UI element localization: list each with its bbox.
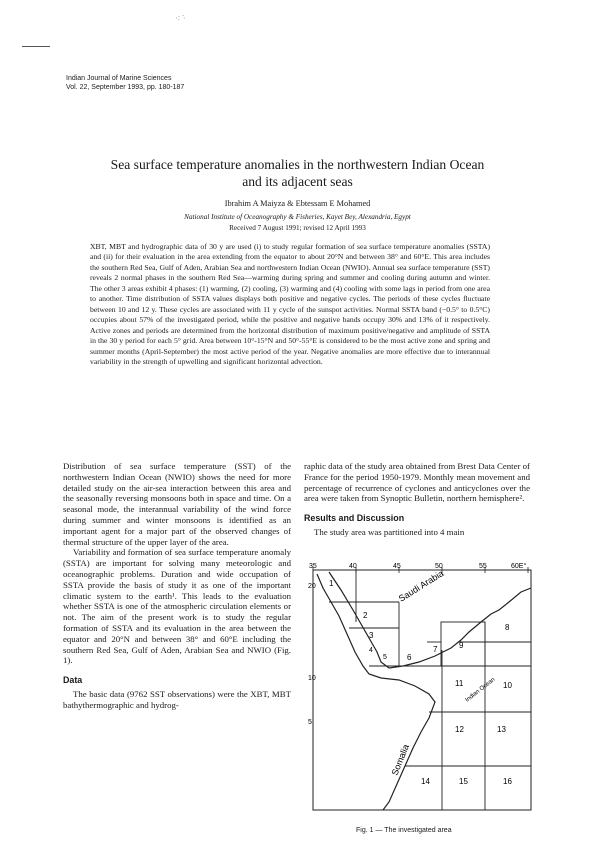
title-line-2: and its adjacent seas <box>242 174 353 189</box>
zone-number: 16 <box>503 777 512 786</box>
right-column <box>304 461 530 538</box>
lat-label: 5 <box>308 719 312 726</box>
zone-number: 2 <box>363 611 368 620</box>
abstract: XBT, MBT and hydrographic data of 30 y are used (i) to study regular formation of sea surface temperature anomalies (SSTA) and (ii) for their evaluation in the area extending from the equator to about 20°N and between 38° and 60°E. This area includes the southern Red Sea, Gulf of Aden, Arabian Sea and northwestern Indian Ocean (NWIO). Annual sea surface temperature (SST) reveals 2 normal phases in the southern Red Sea—warming during spring and summer and cooling during autumn and winter. The other 3 areas exhibit 4 phases: (1) warming, (2) cooling, (3) warming and (4) cooling with some lags in period from one area to another. Time distribution of SSTA values displays both positive and negative cycles. The periods of these cycles fluctuate between 10 and 12 y. These cycles are associated with 11 y cycle of the sunspot activities. Normal SSTA band (−0.5° to 0.5°C) occupies about 57% of the investigated period, while the positive and negative bands occupy 30% and 13% of it respectively. Active zones and periods are determined from the horizontal distribution of maximum positive/negative and amplitude of SSTA in the 30 y period for each 5° grid. Area between 10°-15°N and 50°-55°E is considered to be the most active zone and spring and summer months (April-September) the most active period of the year. Negative anomalies are more effective due to interannual variability in the strength of upwelling and significant horizontal advection. <box>90 242 490 366</box>
left-paragraph-2: Variability and formation of sea surface temperature anomaly (SSTA) are important for solving many meteorologic and oceanographic problems. Duration and wide occupation of SSTA provide the basis of study it as one of the important climatic system to the earth¹. This leads to the evaluation whether SSTA is one of the atmospheric circulation elements or not. The aim of the present work is to study the regular formation of SSTA and its evaluation in the area between the equator and 20°N and between 38° and 60°E including the southern Red Sea, Gulf of Aden, Arabian Sea and NWIO (Fig. 1). <box>63 547 291 666</box>
paper-title <box>40 156 555 190</box>
zone-number: 1 <box>329 579 334 588</box>
zone-number: 9 <box>459 641 464 650</box>
received-dates: Received 7 August 1991; revised 12 April 1993 <box>229 224 366 232</box>
african-coastline <box>317 574 435 810</box>
results-paragraph: The study area was partitioned into 4 main <box>314 526 465 537</box>
lon-label: 40 <box>349 563 357 570</box>
zone-number: 8 <box>505 623 510 632</box>
left-column <box>63 461 291 711</box>
scan-mark: ∵ : <box>174 12 187 24</box>
zone-number: 14 <box>421 777 430 786</box>
lat-label: 10 <box>308 675 316 682</box>
zone-number: 6 <box>407 653 412 662</box>
lon-label: 55 <box>479 563 487 570</box>
arabian-coastline <box>329 572 531 668</box>
right-paragraph-1: raphic data of the study area obtained from Brest Data Center of France for the period 1950-1979. Monthly mean movement and percentage of recurrence of cyclones and anticyclones over the area were taken from Synoptic Bulletin, northern hemisphere². <box>304 461 530 504</box>
zone-number: 15 <box>459 777 468 786</box>
lon-label: 35 <box>309 563 317 570</box>
margin-dash <box>22 46 50 47</box>
zone-number: 13 <box>497 725 506 734</box>
region-label-saudi-arabia: Saudi Arabia <box>396 568 446 604</box>
zone-number: 4 <box>369 647 373 654</box>
affiliation: National Institute of Oceanography & Fisheries, Kayet Bey, Alexandria, Egypt <box>184 213 411 221</box>
results-heading: Results and Discussion <box>304 513 405 524</box>
left-paragraph-1: Distribution of sea surface temperature (SST) of the northwestern Indian Ocean (NWIO) shows the need for more detailed study on the air-sea interaction between this area and the seasonally reversing monsoons both in space and time. On a seasonal mode, the interannual variability of the wind force during summer and winter monsoons is identified as an important agent for a major part of the observed changes of thermal structure of the upper layer of the area. <box>63 461 291 547</box>
zone-number: 3 <box>369 631 374 640</box>
zone-grid <box>329 570 531 810</box>
lon-label: 45 <box>393 563 401 570</box>
journal-citation: Vol. 22, September 1993, pp. 180-187 <box>66 84 185 91</box>
journal-header <box>66 74 184 92</box>
lon-label: 50 <box>435 563 443 570</box>
zone-number: 7 <box>433 645 438 654</box>
journal-name: Indian Journal of Marine Sciences <box>66 75 172 82</box>
data-heading: Data <box>63 675 83 686</box>
zone-number: 5 <box>383 654 387 661</box>
zone-number: 12 <box>455 725 464 734</box>
figure-caption: Fig. 1 — The investigated area <box>356 827 452 834</box>
region-label-somalia: Somalia <box>389 742 412 777</box>
zone-number: 11 <box>455 679 464 688</box>
authors: Ibrahim A Maiyza & Ebtessam E Mohamed <box>224 199 371 208</box>
lat-label: 20 <box>308 583 316 590</box>
lon-label: 60E° <box>511 563 527 570</box>
title-line-1: Sea surface temperature anomalies in the northwestern Indian Ocean <box>110 157 485 172</box>
study-area-map <box>309 562 541 824</box>
region-label-indian-ocean: Indian Ocean <box>464 676 497 704</box>
zone-number: 10 <box>503 681 512 690</box>
data-paragraph: The basic data (9762 SST observations) were the XBT, MBT bathythermographic and hydrog- <box>63 688 291 710</box>
